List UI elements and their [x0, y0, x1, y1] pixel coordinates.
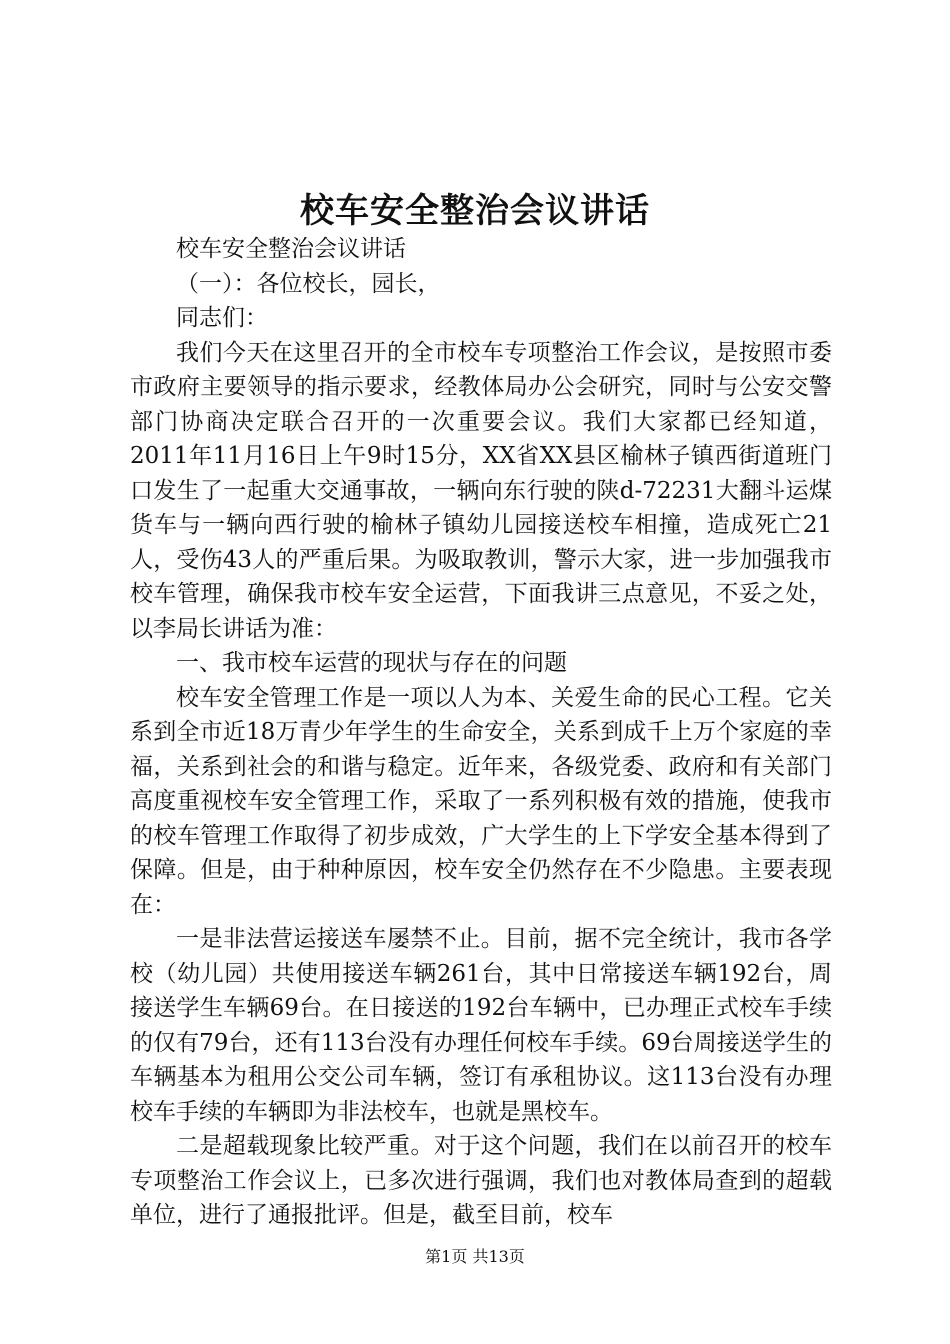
paragraph-point-1: 一是非法营运接送车屡禁不止。目前，据不完全统计，我市各学校（幼儿园）共使用接送车辆261台，其中日常接送车辆192台，周接送学生车辆69台。在日接送的192台车辆中，已办理正式校车手续的仅有79台，还有113台没有办理任何校车手续。69台周接送学生的车辆基本为租用公交公司车辆，签订有承租协议。这113台没有办理校车手续的车辆即为非法校车，也就是黑校车。 [130, 926, 832, 1125]
document-body [130, 232, 832, 1233]
paragraph-section-1: 校车安全管理工作是一项以人为本、关爱生命的民心工程。它关系到全市近18万青少年学生的生命安全，关系到成千上万个家庭的幸福，关系到社会的和谐与稳定。近年来，各级党委、政府和有关部门高度重视校车安全管理工作，采取了一系列积极有效的措施，使我市的校车管理工作取得了初步成效，广大学生的上下学安全基本得到了保障。但是，由于种种原因，校车安全仍然存在不少隐患。主要表现在： [130, 684, 832, 918]
paragraph-salutation: （一）：各位校长，园长， [176, 270, 441, 297]
page-number-footer: 第1页 共13页 [425, 1247, 525, 1266]
section-heading-1: 一、我市校车运营的现状与存在的问题 [176, 650, 567, 676]
paragraph-subtitle: 校车安全整治会议讲话 [176, 236, 406, 262]
page-title: 校车安全整治会议讲话 [300, 191, 650, 231]
paragraph-greeting: 同志们： [176, 305, 268, 331]
paragraph-point-2: 二是超载现象比较严重。对于这个问题，我们在以前召开的校车专项整治工作会议上，已多次进行强调，我们也对教体局查到的超载单位，进行了通报批评。但是，截至目前，校车 [130, 1133, 832, 1228]
paragraph-intro: 我们今天在这里召开的全市校车专项整治工作会议，是按照市委市政府主要领导的指示要求，经教体局办公会研究，同时与公安交警部门协商决定联合召开的一次重要会议。我们大家都已经知道，2011年11月16日上午9时15分，XX省XX县区榆林子镇西街道班门口发生了一起重大交通事故，一辆向东行驶的陕d-72231大翻斗运煤货车与一辆向西行驶的榆林子镇幼儿园接送校车相撞，造成死亡21人，受伤43人的严重后果。为吸取教训，警示大家，进一步加强我市校车管理，确保我市校车安全运营，下面我讲三点意见，不妥之处，以李局长讲话为准： [130, 339, 832, 642]
